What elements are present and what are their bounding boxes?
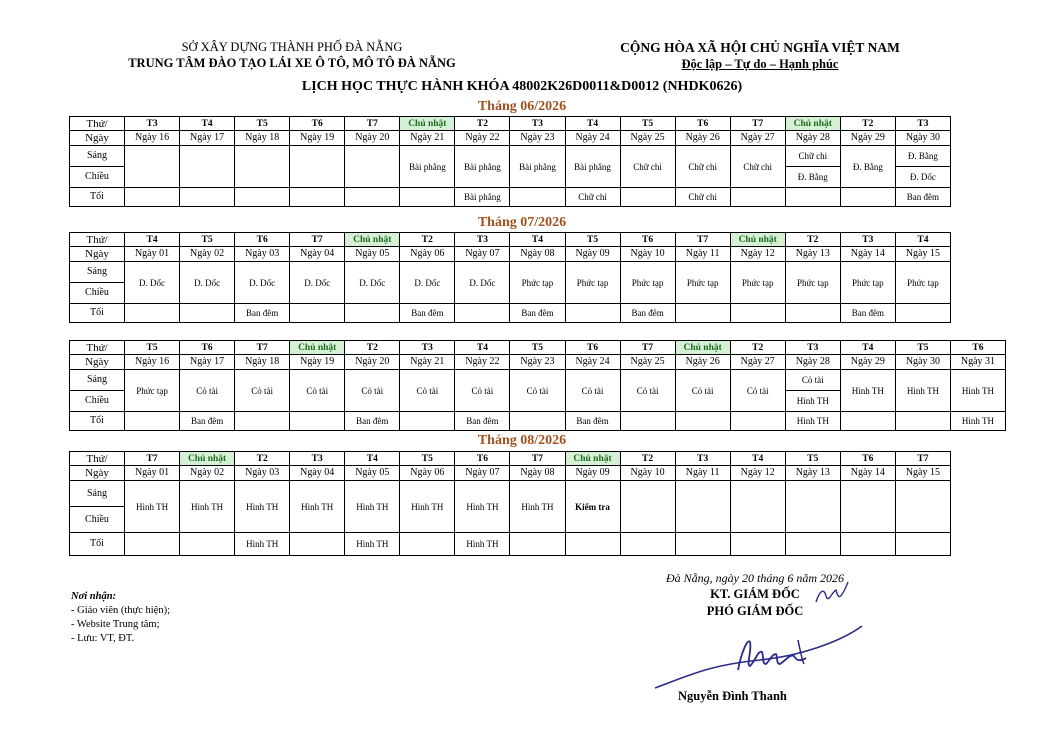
weekday-cell: T3 <box>125 117 180 131</box>
day-cell: Ngày 09 <box>565 247 620 262</box>
recipients <box>71 590 170 646</box>
session-cell-day <box>345 146 400 188</box>
day-cell: Ngày 20 <box>345 355 400 370</box>
session-cell-evening <box>125 412 180 431</box>
session-cell-evening: Chữ chi <box>675 188 730 207</box>
weekday-cell: T5 <box>565 233 620 247</box>
session-cell-day: Hình TH <box>400 481 455 533</box>
day-cell: Ngày 01 <box>125 247 180 262</box>
session-cell-day <box>895 481 950 533</box>
row-label-sang: Sáng <box>70 262 125 283</box>
row-label-chieu: Chiều <box>70 283 125 304</box>
session-cell-evening <box>180 533 235 556</box>
month-heading-august: Tháng 08/2026 <box>477 433 567 448</box>
day-cell: Ngày 28 <box>785 131 840 146</box>
session-cell-evening <box>290 533 345 556</box>
session-cell-evening: Hình TH <box>785 412 840 431</box>
session-cell-evening <box>345 304 400 323</box>
weekday-cell: T2 <box>730 341 785 355</box>
row-label-sang: Sáng <box>70 146 125 167</box>
month-heading-june: Tháng 06/2026 <box>477 99 567 114</box>
row-label-thu: Thứ/ <box>70 452 125 466</box>
session-cell-day: Hình TH <box>950 370 1005 412</box>
country-name: CỘNG HÒA XÃ HỘI CHỦ NGHĨA VIỆT NAM <box>620 40 900 55</box>
session-cell-day <box>180 146 235 188</box>
session-cell-evening: Ban đêm <box>620 304 675 323</box>
row-label-chieu: Chiều <box>70 167 125 188</box>
session-cell-evening <box>840 188 895 207</box>
recipient-item: - Website Trung tâm; <box>71 619 160 630</box>
weekday-cell: T3 <box>675 452 730 466</box>
session-cell-day <box>675 481 730 533</box>
session-cell-day: Phức tạp <box>840 262 895 304</box>
session-cell-afternoon: Đ. Dốc <box>895 167 950 188</box>
weekday-cell: T2 <box>840 117 895 131</box>
session-cell-day: Hình TH <box>125 481 180 533</box>
day-cell: Ngày 22 <box>455 131 510 146</box>
row-label-toi: Tối <box>70 412 125 431</box>
row-label-ngay: Ngày <box>70 466 125 481</box>
day-cell: Ngày 22 <box>455 355 510 370</box>
session-cell-evening <box>510 533 565 556</box>
session-cell-day: Hình TH <box>510 481 565 533</box>
session-cell-day: Kiểm tra <box>565 481 620 533</box>
session-cell-day: Bài phẳng <box>400 146 455 188</box>
day-cell: Ngày 01 <box>125 466 180 481</box>
session-cell-day <box>730 481 785 533</box>
day-cell: Ngày 21 <box>400 355 455 370</box>
weekday-cell: Chủ nhật <box>345 233 400 247</box>
session-cell-evening <box>675 412 730 431</box>
weekday-cell: T3 <box>455 233 510 247</box>
session-cell-day: Hình TH <box>345 481 400 533</box>
session-cell-day <box>840 481 895 533</box>
day-cell: Ngày 06 <box>400 466 455 481</box>
weekday-cell: Chủ nhật <box>400 117 455 131</box>
session-cell-evening: Ban đêm <box>895 188 950 207</box>
day-cell: Ngày 04 <box>290 247 345 262</box>
session-cell-afternoon: Hình TH <box>785 391 840 412</box>
session-cell-evening <box>895 533 950 556</box>
weekday-cell: T5 <box>235 117 290 131</box>
session-cell-day: Bài phẳng <box>565 146 620 188</box>
day-cell: Ngày 29 <box>840 131 895 146</box>
session-cell-evening <box>620 412 675 431</box>
session-cell-evening <box>290 188 345 207</box>
day-cell: Ngày 31 <box>950 355 1005 370</box>
session-cell-evening <box>125 188 180 207</box>
row-label-thu: Thứ/ <box>70 341 125 355</box>
day-cell: Ngày 08 <box>510 466 565 481</box>
session-cell-evening <box>730 304 785 323</box>
day-cell: Ngày 27 <box>730 355 785 370</box>
session-cell-evening <box>125 533 180 556</box>
day-cell: Ngày 13 <box>785 466 840 481</box>
signer-role-2: PHÓ GIÁM ĐỐC <box>706 604 804 618</box>
weekday-cell: T4 <box>565 117 620 131</box>
session-cell-day <box>620 481 675 533</box>
session-cell-morning: Cỏ tài <box>785 370 840 391</box>
weekday-cell: T5 <box>785 452 840 466</box>
weekday-cell: T2 <box>235 452 290 466</box>
recipient-item: - Giáo viên (thực hiện); <box>71 605 170 616</box>
day-cell: Ngày 07 <box>455 247 510 262</box>
weekday-cell: Chủ nhật <box>290 341 345 355</box>
agency-name: TRUNG TÂM ĐÀO TẠO LÁI XE Ô TÔ, MÔ TÔ ĐÀ NẴNG <box>128 56 456 70</box>
weekday-cell: T4 <box>125 233 180 247</box>
session-cell-evening <box>235 412 290 431</box>
session-cell-evening <box>180 304 235 323</box>
signing-date: Đà Nẵng, ngày 20 tháng 6 năm 2026 <box>666 571 844 585</box>
document-title: LỊCH HỌC THỰC HÀNH KHÓA 48002K26D0011&D0012 (NHDK0626) <box>301 79 743 94</box>
day-cell: Ngày 10 <box>620 466 675 481</box>
session-cell-day: D. Dốc <box>125 262 180 304</box>
weekday-cell: T4 <box>345 452 400 466</box>
day-cell: Ngày 30 <box>895 131 950 146</box>
session-cell-evening: Hình TH <box>235 533 290 556</box>
weekday-cell: T2 <box>620 452 675 466</box>
session-cell-day: D. Dốc <box>455 262 510 304</box>
weekday-cell: T5 <box>620 117 675 131</box>
session-cell-day <box>235 146 290 188</box>
agency-parent: SỞ XÂY DỰNG THÀNH PHỐ ĐÀ NẴNG <box>181 40 403 54</box>
day-cell: Ngày 28 <box>785 355 840 370</box>
weekday-cell: T2 <box>345 341 400 355</box>
day-cell: Ngày 14 <box>840 466 895 481</box>
weekday-cell: T5 <box>125 341 180 355</box>
weekday-cell: T3 <box>895 117 950 131</box>
session-cell-evening: Ban đêm <box>510 304 565 323</box>
weekday-cell: T6 <box>235 233 290 247</box>
session-cell-day: Cỏ tài <box>565 370 620 412</box>
weekday-cell: T6 <box>620 233 675 247</box>
schedule-table-july-2 <box>69 340 1006 431</box>
day-cell: Ngày 05 <box>345 466 400 481</box>
session-cell-day: Cỏ tài <box>620 370 675 412</box>
session-cell-evening <box>400 412 455 431</box>
session-cell-day: D. Dốc <box>400 262 455 304</box>
recipient-item: - Lưu: VT, ĐT. <box>71 633 135 644</box>
session-cell-evening <box>180 188 235 207</box>
session-cell-evening <box>565 533 620 556</box>
day-cell: Ngày 11 <box>675 466 730 481</box>
row-label-toi: Tối <box>70 188 125 207</box>
signer-name: Nguyễn Đình Thanh <box>678 689 787 703</box>
session-cell-day: Chữ chi <box>675 146 730 188</box>
session-cell-morning: Chữ chi <box>785 146 840 167</box>
day-cell: Ngày 19 <box>290 355 345 370</box>
weekday-cell: T7 <box>620 341 675 355</box>
session-cell-evening <box>290 412 345 431</box>
session-cell-evening: Bài phẳng <box>455 188 510 207</box>
weekday-cell: T7 <box>345 117 400 131</box>
session-cell-evening <box>785 304 840 323</box>
session-cell-day: D. Dốc <box>345 262 400 304</box>
session-cell-day: Phức tạp <box>675 262 730 304</box>
session-cell-evening <box>675 533 730 556</box>
issuing-agency <box>92 39 492 71</box>
row-label-chieu: Chiều <box>70 391 125 412</box>
session-cell-day: Hình TH <box>235 481 290 533</box>
session-cell-afternoon: Đ. Bằng <box>785 167 840 188</box>
session-cell-day: Cỏ tài <box>675 370 730 412</box>
session-cell-evening <box>345 188 400 207</box>
session-cell-evening <box>620 188 675 207</box>
session-cell-evening: Hình TH <box>950 412 1005 431</box>
session-cell-day: Cỏ tài <box>730 370 785 412</box>
session-cell-evening <box>730 412 785 431</box>
row-label-toi: Tối <box>70 533 125 556</box>
weekday-cell: T7 <box>290 233 345 247</box>
day-cell: Ngày 02 <box>180 466 235 481</box>
session-cell-day <box>125 146 180 188</box>
day-cell: Ngày 13 <box>785 247 840 262</box>
session-cell-evening: Ban đêm <box>565 412 620 431</box>
schedule-table-june <box>69 116 951 207</box>
session-cell-day: Phức tạp <box>730 262 785 304</box>
session-cell-evening <box>510 188 565 207</box>
weekday-cell: T6 <box>455 452 510 466</box>
session-cell-day: Hình TH <box>895 370 950 412</box>
row-label-ngay: Ngày <box>70 131 125 146</box>
session-cell-evening: Chữ chi <box>565 188 620 207</box>
session-cell-evening: Ban đêm <box>345 412 400 431</box>
weekday-cell: T7 <box>510 452 565 466</box>
session-cell-day: Hình TH <box>455 481 510 533</box>
day-cell: Ngày 06 <box>400 247 455 262</box>
day-cell: Ngày 26 <box>675 131 730 146</box>
weekday-cell: T6 <box>675 117 730 131</box>
weekday-cell: T6 <box>950 341 1005 355</box>
day-cell: Ngày 18 <box>235 131 290 146</box>
row-label-chieu: Chiều <box>70 507 125 533</box>
weekday-cell: T3 <box>840 233 895 247</box>
session-cell-day <box>785 481 840 533</box>
day-cell: Ngày 17 <box>180 131 235 146</box>
session-cell-day: D. Dốc <box>235 262 290 304</box>
session-cell-evening <box>125 304 180 323</box>
day-cell: Ngày 25 <box>620 355 675 370</box>
session-cell-evening <box>730 533 785 556</box>
weekday-cell: T3 <box>785 341 840 355</box>
day-cell: Ngày 15 <box>895 247 950 262</box>
weekday-cell: T6 <box>180 341 235 355</box>
session-cell-evening <box>400 188 455 207</box>
session-cell-day: Chữ chi <box>730 146 785 188</box>
session-cell-day: Hình TH <box>180 481 235 533</box>
session-cell-day: Cỏ tài <box>400 370 455 412</box>
session-cell-day: Hình TH <box>840 370 895 412</box>
day-cell: Ngày 05 <box>345 247 400 262</box>
session-cell-day: Cỏ tài <box>235 370 290 412</box>
weekday-cell: T2 <box>455 117 510 131</box>
weekday-cell: Chủ nhật <box>180 452 235 466</box>
weekday-cell: Chủ nhật <box>675 341 730 355</box>
session-cell-day: Cỏ tài <box>510 370 565 412</box>
weekday-cell: T5 <box>400 452 455 466</box>
session-cell-evening <box>675 304 730 323</box>
recipients-title: Nơi nhận: <box>71 591 117 602</box>
session-cell-evening <box>235 188 290 207</box>
session-cell-day: Phức tạp <box>565 262 620 304</box>
weekday-cell: T4 <box>895 233 950 247</box>
month-heading-july: Tháng 07/2026 <box>477 215 567 230</box>
day-cell: Ngày 04 <box>290 466 345 481</box>
weekday-cell: T6 <box>565 341 620 355</box>
session-cell-evening: Ban đêm <box>400 304 455 323</box>
row-label-sang: Sáng <box>70 370 125 391</box>
weekday-cell: T7 <box>125 452 180 466</box>
day-cell: Ngày 03 <box>235 466 290 481</box>
day-cell: Ngày 24 <box>565 355 620 370</box>
signer-role-1: KT. GIÁM ĐỐC <box>710 587 800 601</box>
session-cell-day: Cỏ tài <box>455 370 510 412</box>
session-cell-day: Cỏ tài <box>345 370 400 412</box>
session-cell-evening <box>895 304 950 323</box>
session-cell-evening <box>785 188 840 207</box>
session-cell-evening: Ban đêm <box>455 412 510 431</box>
weekday-cell: T7 <box>895 452 950 466</box>
day-cell: Ngày 11 <box>675 247 730 262</box>
day-cell: Ngày 12 <box>730 466 785 481</box>
weekday-cell: T2 <box>785 233 840 247</box>
weekday-cell: T3 <box>290 452 345 466</box>
day-cell: Ngày 07 <box>455 466 510 481</box>
session-cell-evening <box>290 304 345 323</box>
day-cell: Ngày 16 <box>125 131 180 146</box>
initials-mark <box>812 580 852 610</box>
session-cell-evening <box>565 304 620 323</box>
weekday-cell: T7 <box>730 117 785 131</box>
weekday-cell: T5 <box>510 341 565 355</box>
session-cell-evening: Ban đêm <box>840 304 895 323</box>
session-cell-day: Bài phẳng <box>510 146 565 188</box>
day-cell: Ngày 16 <box>125 355 180 370</box>
weekday-cell: T4 <box>730 452 785 466</box>
day-cell: Ngày 03 <box>235 247 290 262</box>
weekday-cell: T5 <box>895 341 950 355</box>
national-motto <box>560 39 960 72</box>
schedule-table-august <box>69 451 951 556</box>
session-cell-day: Bài phẳng <box>455 146 510 188</box>
session-cell-evening <box>455 304 510 323</box>
session-cell-day: Phức tạp <box>895 262 950 304</box>
day-cell: Ngày 02 <box>180 247 235 262</box>
day-cell: Ngày 26 <box>675 355 730 370</box>
day-cell: Ngày 12 <box>730 247 785 262</box>
day-cell: Ngày 23 <box>510 355 565 370</box>
day-cell: Ngày 14 <box>840 247 895 262</box>
weekday-cell: Chủ nhật <box>565 452 620 466</box>
session-cell-evening: Ban đêm <box>235 304 290 323</box>
weekday-cell: Chủ nhật <box>785 117 840 131</box>
day-cell: Ngày 10 <box>620 247 675 262</box>
session-cell-day: D. Dốc <box>290 262 345 304</box>
weekday-cell: T4 <box>840 341 895 355</box>
session-cell-evening <box>510 412 565 431</box>
day-cell: Ngày 19 <box>290 131 345 146</box>
session-cell-day: Cỏ tài <box>180 370 235 412</box>
day-cell: Ngày 18 <box>235 355 290 370</box>
weekday-cell: T3 <box>400 341 455 355</box>
day-cell: Ngày 30 <box>895 355 950 370</box>
schedule-table-july-1 <box>69 232 951 323</box>
weekday-cell: T3 <box>510 117 565 131</box>
day-cell: Ngày 20 <box>345 131 400 146</box>
day-cell: Ngày 24 <box>565 131 620 146</box>
day-cell: Ngày 17 <box>180 355 235 370</box>
weekday-cell: T6 <box>290 117 345 131</box>
weekday-cell: Chủ nhật <box>730 233 785 247</box>
session-cell-evening <box>840 533 895 556</box>
motto: Độc lập – Tự do – Hạnh phúc <box>681 57 839 71</box>
row-label-sang: Sáng <box>70 481 125 507</box>
session-cell-day <box>290 146 345 188</box>
session-cell-evening <box>785 533 840 556</box>
session-cell-day: Phức tạp <box>125 370 180 412</box>
weekday-cell: T4 <box>180 117 235 131</box>
session-cell-evening: Ban đêm <box>180 412 235 431</box>
weekday-cell: T6 <box>840 452 895 466</box>
weekday-cell: T4 <box>455 341 510 355</box>
session-cell-evening <box>840 412 895 431</box>
weekday-cell: T4 <box>510 233 565 247</box>
day-cell: Ngày 21 <box>400 131 455 146</box>
session-cell-day: Phức tạp <box>785 262 840 304</box>
weekday-cell: T7 <box>235 341 290 355</box>
day-cell: Ngày 29 <box>840 355 895 370</box>
row-label-toi: Tối <box>70 304 125 323</box>
session-cell-day: Hình TH <box>290 481 345 533</box>
weekday-cell: T7 <box>675 233 730 247</box>
row-label-thu: Thứ/ <box>70 233 125 247</box>
session-cell-evening <box>730 188 785 207</box>
session-cell-evening <box>895 412 950 431</box>
session-cell-day: D. Dốc <box>180 262 235 304</box>
handwritten-signature <box>650 620 870 700</box>
row-label-ngay: Ngày <box>70 247 125 262</box>
session-cell-evening <box>400 533 455 556</box>
session-cell-morning: Đ. Bằng <box>895 146 950 167</box>
row-label-ngay: Ngày <box>70 355 125 370</box>
day-cell: Ngày 15 <box>895 466 950 481</box>
day-cell: Ngày 09 <box>565 466 620 481</box>
day-cell: Ngày 25 <box>620 131 675 146</box>
session-cell-day: Chữ chi <box>620 146 675 188</box>
day-cell: Ngày 23 <box>510 131 565 146</box>
weekday-cell: T5 <box>180 233 235 247</box>
day-cell: Ngày 27 <box>730 131 785 146</box>
session-cell-day: Cỏ tài <box>290 370 345 412</box>
weekday-cell: T2 <box>400 233 455 247</box>
session-cell-day: Phức tạp <box>510 262 565 304</box>
session-cell-evening <box>620 533 675 556</box>
day-cell: Ngày 08 <box>510 247 565 262</box>
session-cell-evening: Hình TH <box>345 533 400 556</box>
session-cell-day: Đ. Bằng <box>840 146 895 188</box>
session-cell-evening: Hình TH <box>455 533 510 556</box>
row-label-thu: Thứ/ <box>70 117 125 131</box>
session-cell-day: Phức tạp <box>620 262 675 304</box>
